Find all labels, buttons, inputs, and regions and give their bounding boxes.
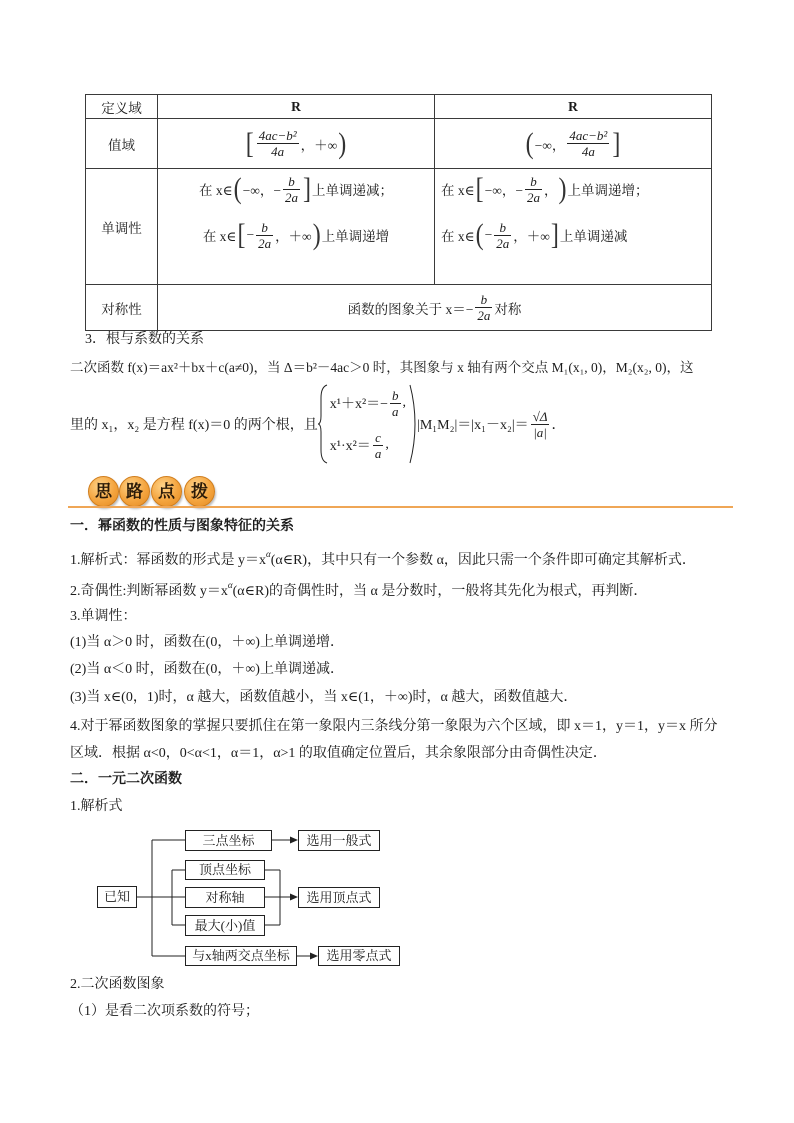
system-right-bracket [408,384,417,464]
math-text: −∞，− [484,183,523,198]
monotonic-a-positive [158,169,435,285]
denominator: 2a [284,189,298,205]
numerator: b [392,387,399,403]
denominator: 2a [526,189,540,205]
row-label-range: 值域 [86,119,158,169]
math-text: 上单调递增； [567,183,649,198]
flow-box-extreme: 最大(小)值 [185,915,265,936]
paragraph-text: 1.解析式：幂函数的形式是 y＝x [70,553,266,568]
math-text: ，＋∞ [513,229,550,244]
math-text: , [402,395,407,410]
flow-box-zero-form: 选用零点式 [318,946,400,966]
flow-box-known: 已知 [97,886,137,908]
paragraph: 区域．根据 α<0，0<α<1，α＝1，α>1 的取值确定位置后，其余象限部分由奇偶性决定． [70,746,607,761]
section-heading-roots: 3．根与系数的关系 [85,332,204,347]
fraction [567,128,609,159]
row-label-symmetry: 对称性 [86,285,158,331]
flow-box-x-intercepts: 与x轴两交点坐标 [185,946,297,966]
denominator: a [392,403,399,419]
banner-badge: 思 [88,476,119,507]
bracket: [ [245,127,254,160]
math-text: ，＋∞ [275,229,312,244]
vieta-formula-line [70,382,565,466]
flow-box-vertex: 顶点坐标 [185,860,265,880]
denominator: 4a [271,144,285,159]
quadratic-properties-table [85,94,712,331]
fraction [257,128,299,159]
bracket: ) [338,127,347,160]
numerator: c [373,430,384,446]
numerator: b [494,220,511,236]
banner-badge: 路 [119,476,150,507]
bracket: [ [237,218,246,252]
bracket: ) [312,218,321,252]
bracket: ) [558,172,567,206]
paragraph-text: 2.奇偶性:判断幂函数 y＝x [70,584,228,599]
fraction [373,430,384,461]
range-a-positive [158,119,435,169]
math-text: x¹＋x²＝− [329,397,389,412]
paragraph: 3.单调性： [70,609,137,624]
flow-box-axis: 对称轴 [185,887,265,908]
math-text: x¹·x²＝ [329,439,371,454]
exponent: α [266,549,271,560]
numerator: b [256,220,273,236]
row-monotonic [86,169,712,285]
denominator: 2a [496,235,510,251]
row-domain [86,95,712,119]
banner-badge: 拨 [184,476,215,507]
fraction [475,292,492,323]
monotonic-a-negative [435,169,712,285]
math-text: 对称 [494,301,522,317]
section-heading-quadratic: 二．一元二次函数 [70,772,182,787]
bracket: ] [612,127,621,160]
numerator: b [475,292,492,308]
paragraph: 4.对于幂函数图象的掌握只要抓住在第一象限内三条线分第一象限为六个区域，即 x＝1，y＝1，y＝x 所分 [70,719,718,734]
denominator: 2a [477,308,491,323]
roots-paragraph-line: 二次函数 f(x)＝ax²＋bx＋c(a≠0)，当 Δ＝b²－4ac＞0 时，其图象与 x 轴有两个交点 M₁(x₁, 0)，M₂(x₂, 0)，这 [70,360,694,375]
row-label-monotonic: 单调性 [86,169,158,285]
math-text: − [246,227,255,242]
math-text: 上单调递减； [311,183,393,198]
fraction [525,174,542,205]
list-item: (2)当 α＜0 时，函数在(0，＋∞)上单调递减． [70,662,344,677]
math-text: 函数的图象关于 x＝− [347,301,474,317]
flow-box-vertex-form: 选用顶点式 [298,887,380,908]
denominator: a [374,445,382,461]
system-line [330,426,406,464]
fraction [390,388,401,419]
system-left-brace [318,384,328,464]
math-text: 上单调递增 [321,229,390,244]
flow-box-three-points: 三点坐标 [185,830,272,851]
bracket: ] [550,218,559,252]
fraction [494,220,511,251]
math-text: −∞，− [242,183,281,198]
numerator: 4ac−b² [569,128,608,143]
paragraph-text: (α∈R)，其中只有一个参数 α，因此只需一个条件即可确定其解析式． [270,553,696,568]
row-label-domain: 定义域 [86,95,158,119]
denominator: 2a [258,235,272,251]
math-text: 在 x∈ [199,183,233,198]
equation-system [330,384,406,464]
exponent: α [227,580,233,591]
paragraph [70,551,696,571]
math-text: 上单调递减 [559,229,628,244]
paragraph [70,582,647,602]
bracket: ] [302,172,311,206]
monotonic-line [441,171,711,207]
row-range [86,119,712,169]
bracket: ( [525,127,534,160]
math-text: 在 x∈ [441,229,475,244]
math-text: ，＋∞ [300,137,338,153]
flow-box-general-form: 选用一般式 [298,830,380,851]
bracket: ( [475,218,484,252]
domain-a-negative: R [435,95,712,119]
bracket: [ [475,172,484,206]
math-text: − [484,227,493,242]
numerator: √Δ [532,408,548,424]
list-item: (3)当 x∈(0，1)时，α 越大，函数值越小，当 x∈(1，＋∞)时，α 越大，函数值越大． [70,690,578,705]
banner-underline [68,506,733,508]
subheading: 2.二次函数图象 [70,977,165,992]
symmetry-statement [158,285,712,331]
monotonic-line [158,217,434,253]
domain-a-positive: R [158,95,435,119]
paragraph-text: (α∈R)的奇偶性时，当 α 是分数时，一般将其先化为根式，再判断． [232,584,648,599]
math-text: |M₁M₂|＝|x₁－x₂|＝ [417,418,529,433]
monotonic-line [441,217,711,253]
range-a-negative [435,119,712,169]
math-text: −∞， [534,137,566,153]
banner-badge: 点 [151,476,182,507]
math-text: 在 x∈ [441,183,475,198]
monotonic-line [158,171,434,207]
roots-paragraph-text: 里的 x₁，x₂ 是方程 f(x)＝0 的两个根，且 [70,418,318,433]
denominator: 4a [581,144,595,159]
bracket: ( [233,172,242,206]
numerator: b [525,174,542,190]
list-item: (1)当 α＞0 时，函数在(0，＋∞)上单调递增． [70,635,344,650]
math-text: ， [543,183,558,198]
math-text: , [385,437,389,452]
subheading: 1.解析式 [70,799,123,814]
list-item: （1）是看二次项系数的符号； [70,1004,259,1019]
fraction [256,220,273,251]
numerator: 4ac−b² [258,128,297,143]
fraction [283,174,300,205]
fraction [531,409,550,440]
math-text: 在 x∈ [202,229,237,244]
numerator: b [283,174,300,190]
section-heading-power: 一．幂函数的性质与图象特征的关系 [70,519,294,534]
row-symmetry [86,285,712,331]
denominator: |a| [533,424,547,440]
system-line [330,384,406,422]
math-text: ． [551,418,566,433]
